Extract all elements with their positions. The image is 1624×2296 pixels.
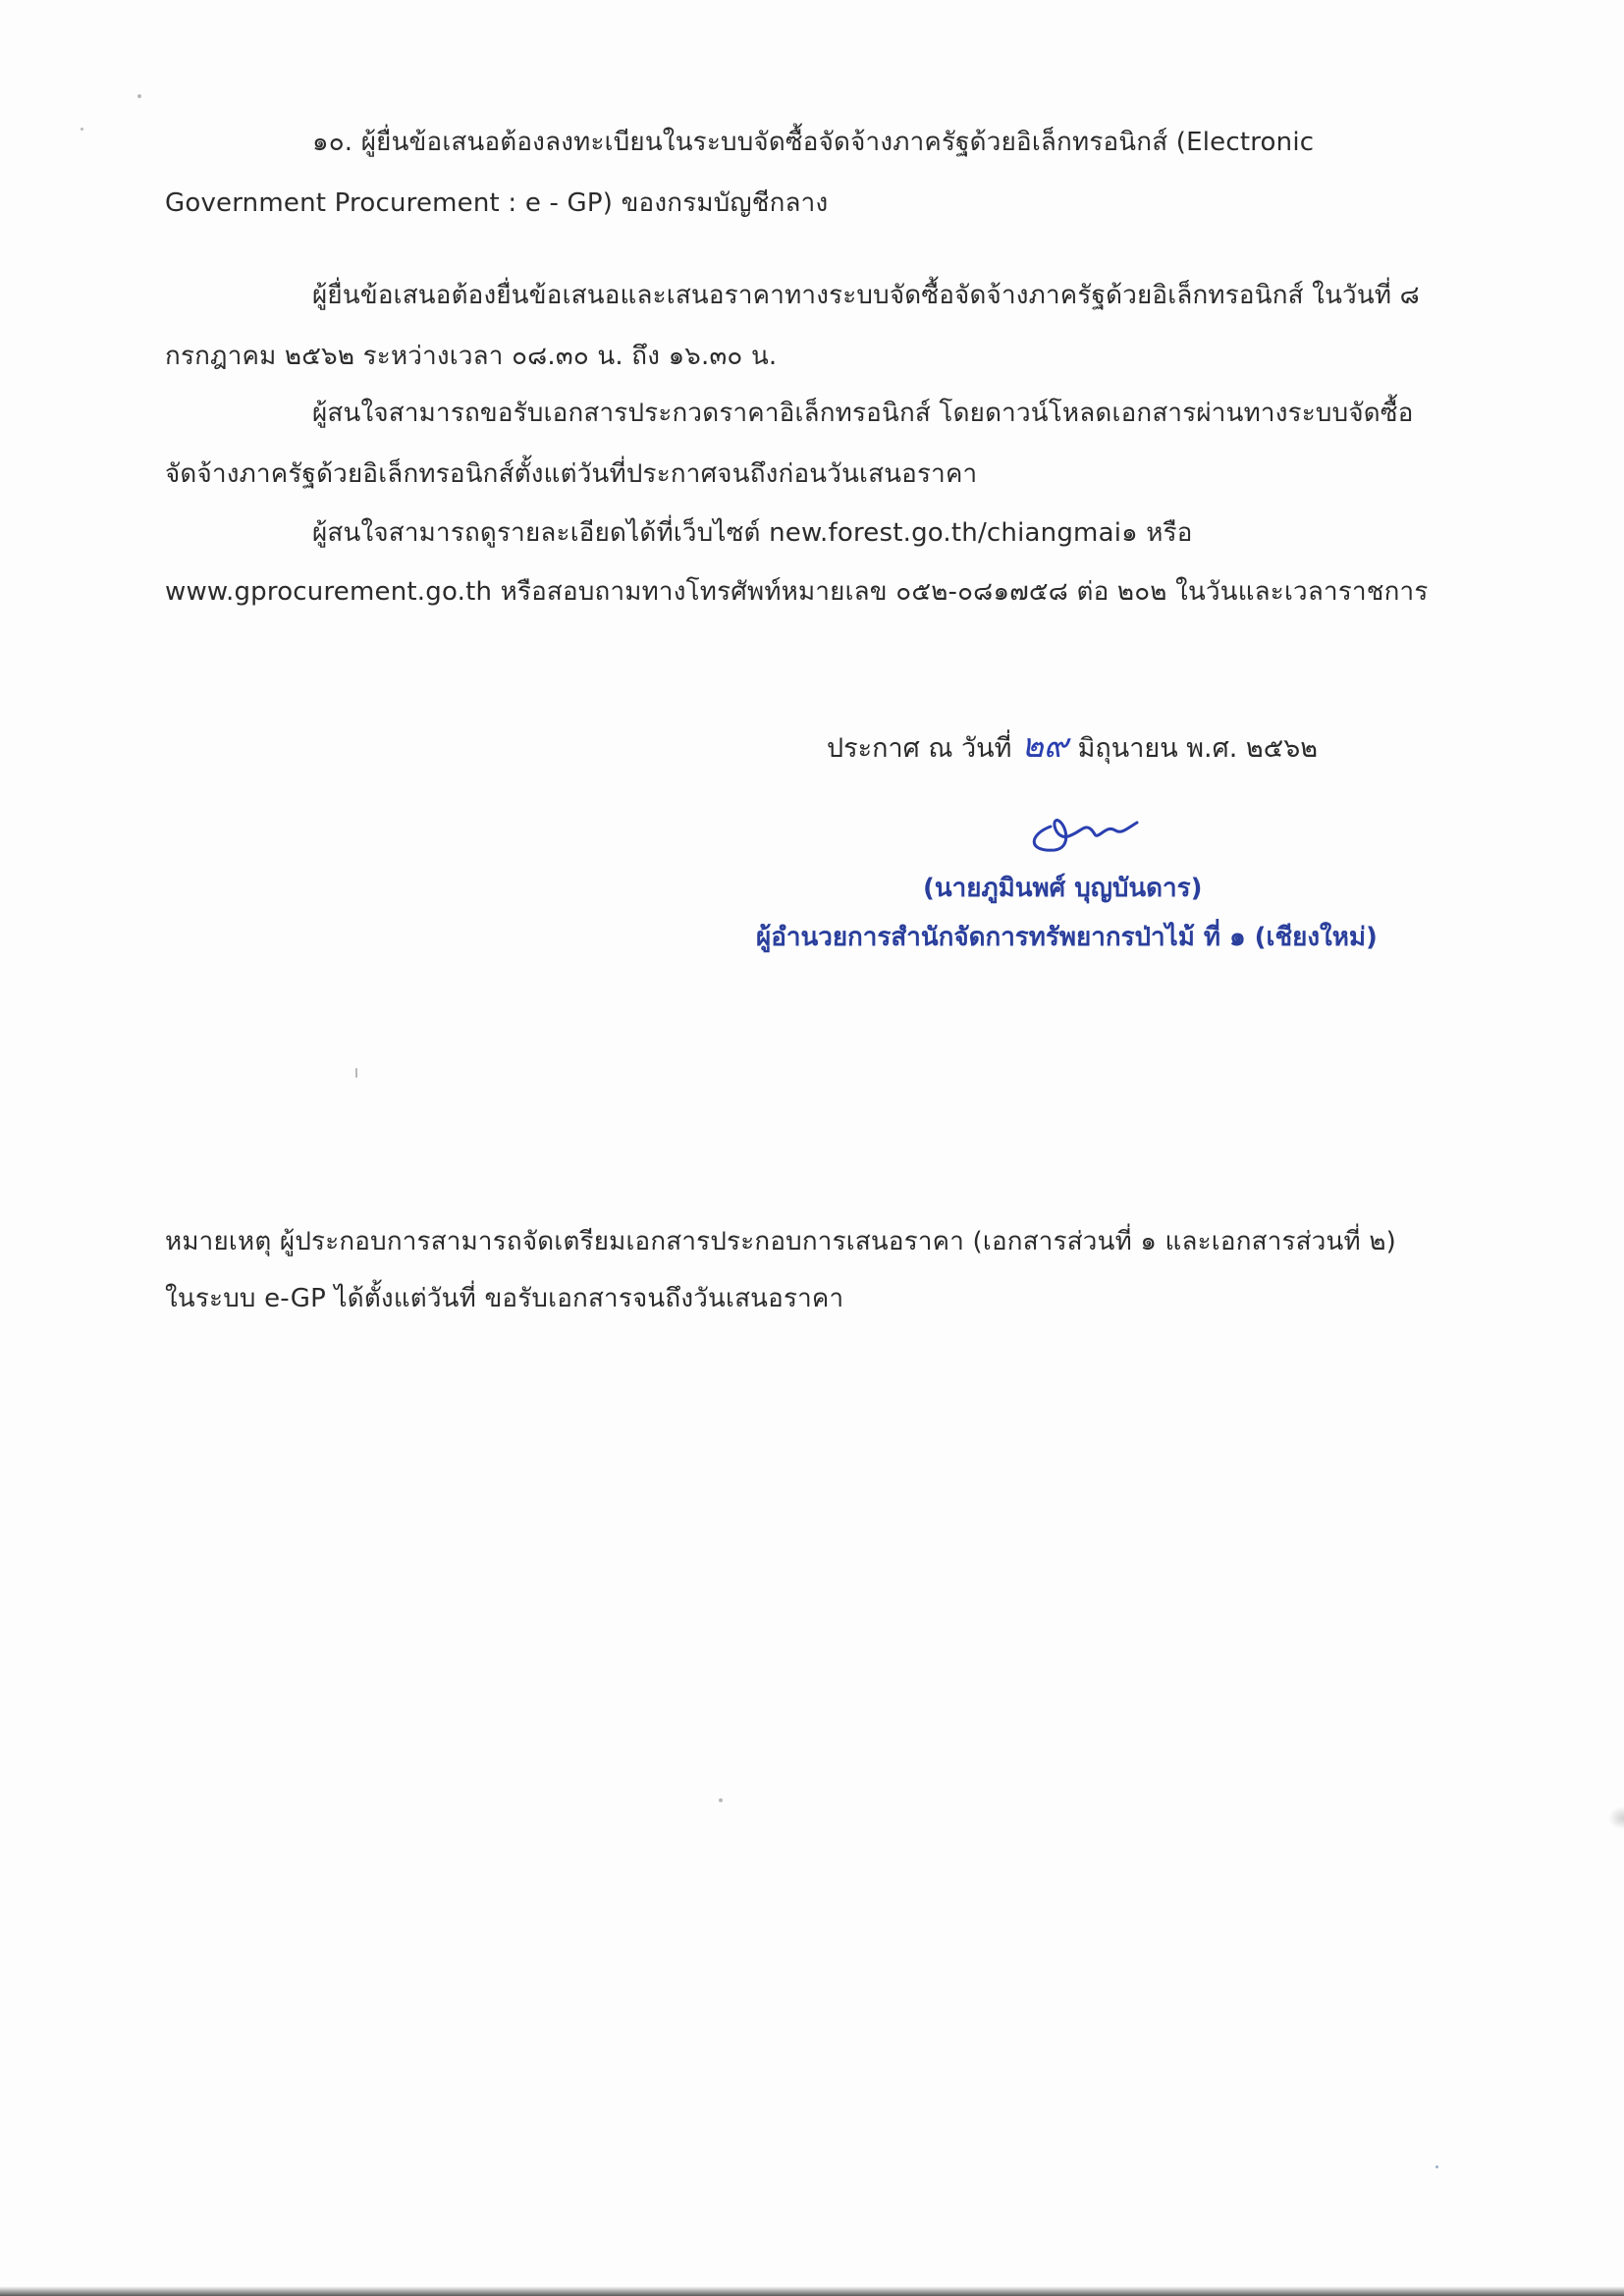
info-line2: www.gprocurement.go.th หรือสอบถามทางโทรศัพท์หมายเลข ๐๕๒-๐๘๑๗๕๘ ต่อ ๒๐๒ ในวันและเวลาราชการ [165, 577, 1429, 607]
submit-line2: กรกฎาคม ๒๕๖๒ ระหว่างเวลา ๐๘.๓๐ น. ถึง ๑๖.๓๐ น. [165, 342, 778, 371]
announcement-suffix: มิถุนายน พ.ศ. ๒๕๖๒ [1077, 733, 1319, 764]
scan-speck [355, 1068, 357, 1078]
scan-speck [137, 94, 141, 98]
download-line1: ผู้สนใจสามารถขอรับเอกสารประกวดราคาอิเล็กทรอนิกส์ โดยดาวน์โหลดเอกสารผ่านทางระบบจัดซื้อ [312, 399, 1414, 428]
note-line2: ในระบบ e-GP ได้ตั้งแต่วันที่ ขอรับเอกสารจนถึงวันเสนอราคา [165, 1284, 844, 1313]
item10-line2: Government Procurement : e - GP) ของกรมบัญชีกลาง [165, 188, 829, 218]
handwritten-day: ๒๙ [1021, 726, 1068, 766]
note-line1: หมายเหตุ ผู้ประกอบการสามารถจัดเตรียมเอกสารประกอบการเสนอราคา (เอกสารส่วนที่ ๑ และเอกสารส่วนที่ ๒) [165, 1227, 1397, 1256]
download-line2: จัดจ้างภาครัฐด้วยอิเล็กทรอนิกส์ตั้งแต่วันที่ประกาศจนถึงก่อนวันเสนอราคา [165, 459, 978, 489]
announcement-prefix: ประกาศ ณ วันที่ [827, 733, 1012, 764]
scan-speck [1435, 2165, 1438, 2168]
scan-speck [81, 128, 83, 131]
scan-speck [719, 1798, 723, 1802]
signer-position: ผู้อำนวยการสำนักจัดการทรัพยากรป่าไม้ ที่ ๑ (เชียงใหม่) [756, 923, 1378, 952]
scan-bottom-edge [0, 2286, 1624, 2296]
info-line1: ผู้สนใจสามารถดูรายละเอียดได้ที่เว็บไซต์ new.forest.go.th/chiangmai๑ หรือ [312, 518, 1193, 548]
announcement-date [827, 726, 1318, 769]
handwritten-signature [1021, 805, 1159, 864]
signer-name: (นายภูมินพศ์ บุญบันดาร) [923, 874, 1203, 903]
item10-line1: ๑๐. ผู้ยื่นข้อเสนอต้องลงทะเบียนในระบบจัดซื้อจัดจ้างภาครัฐด้วยอิเล็กทรอนิกส์ (Electronic [312, 128, 1315, 157]
scan-edge-mark [1608, 1806, 1624, 1830]
submit-line1: ผู้ยื่นข้อเสนอต้องยื่นข้อเสนอและเสนอราคาทางระบบจัดซื้อจัดจ้างภาครัฐด้วยอิเล็กทรอนิกส์ ในวันที่ ๘ [312, 281, 1420, 310]
